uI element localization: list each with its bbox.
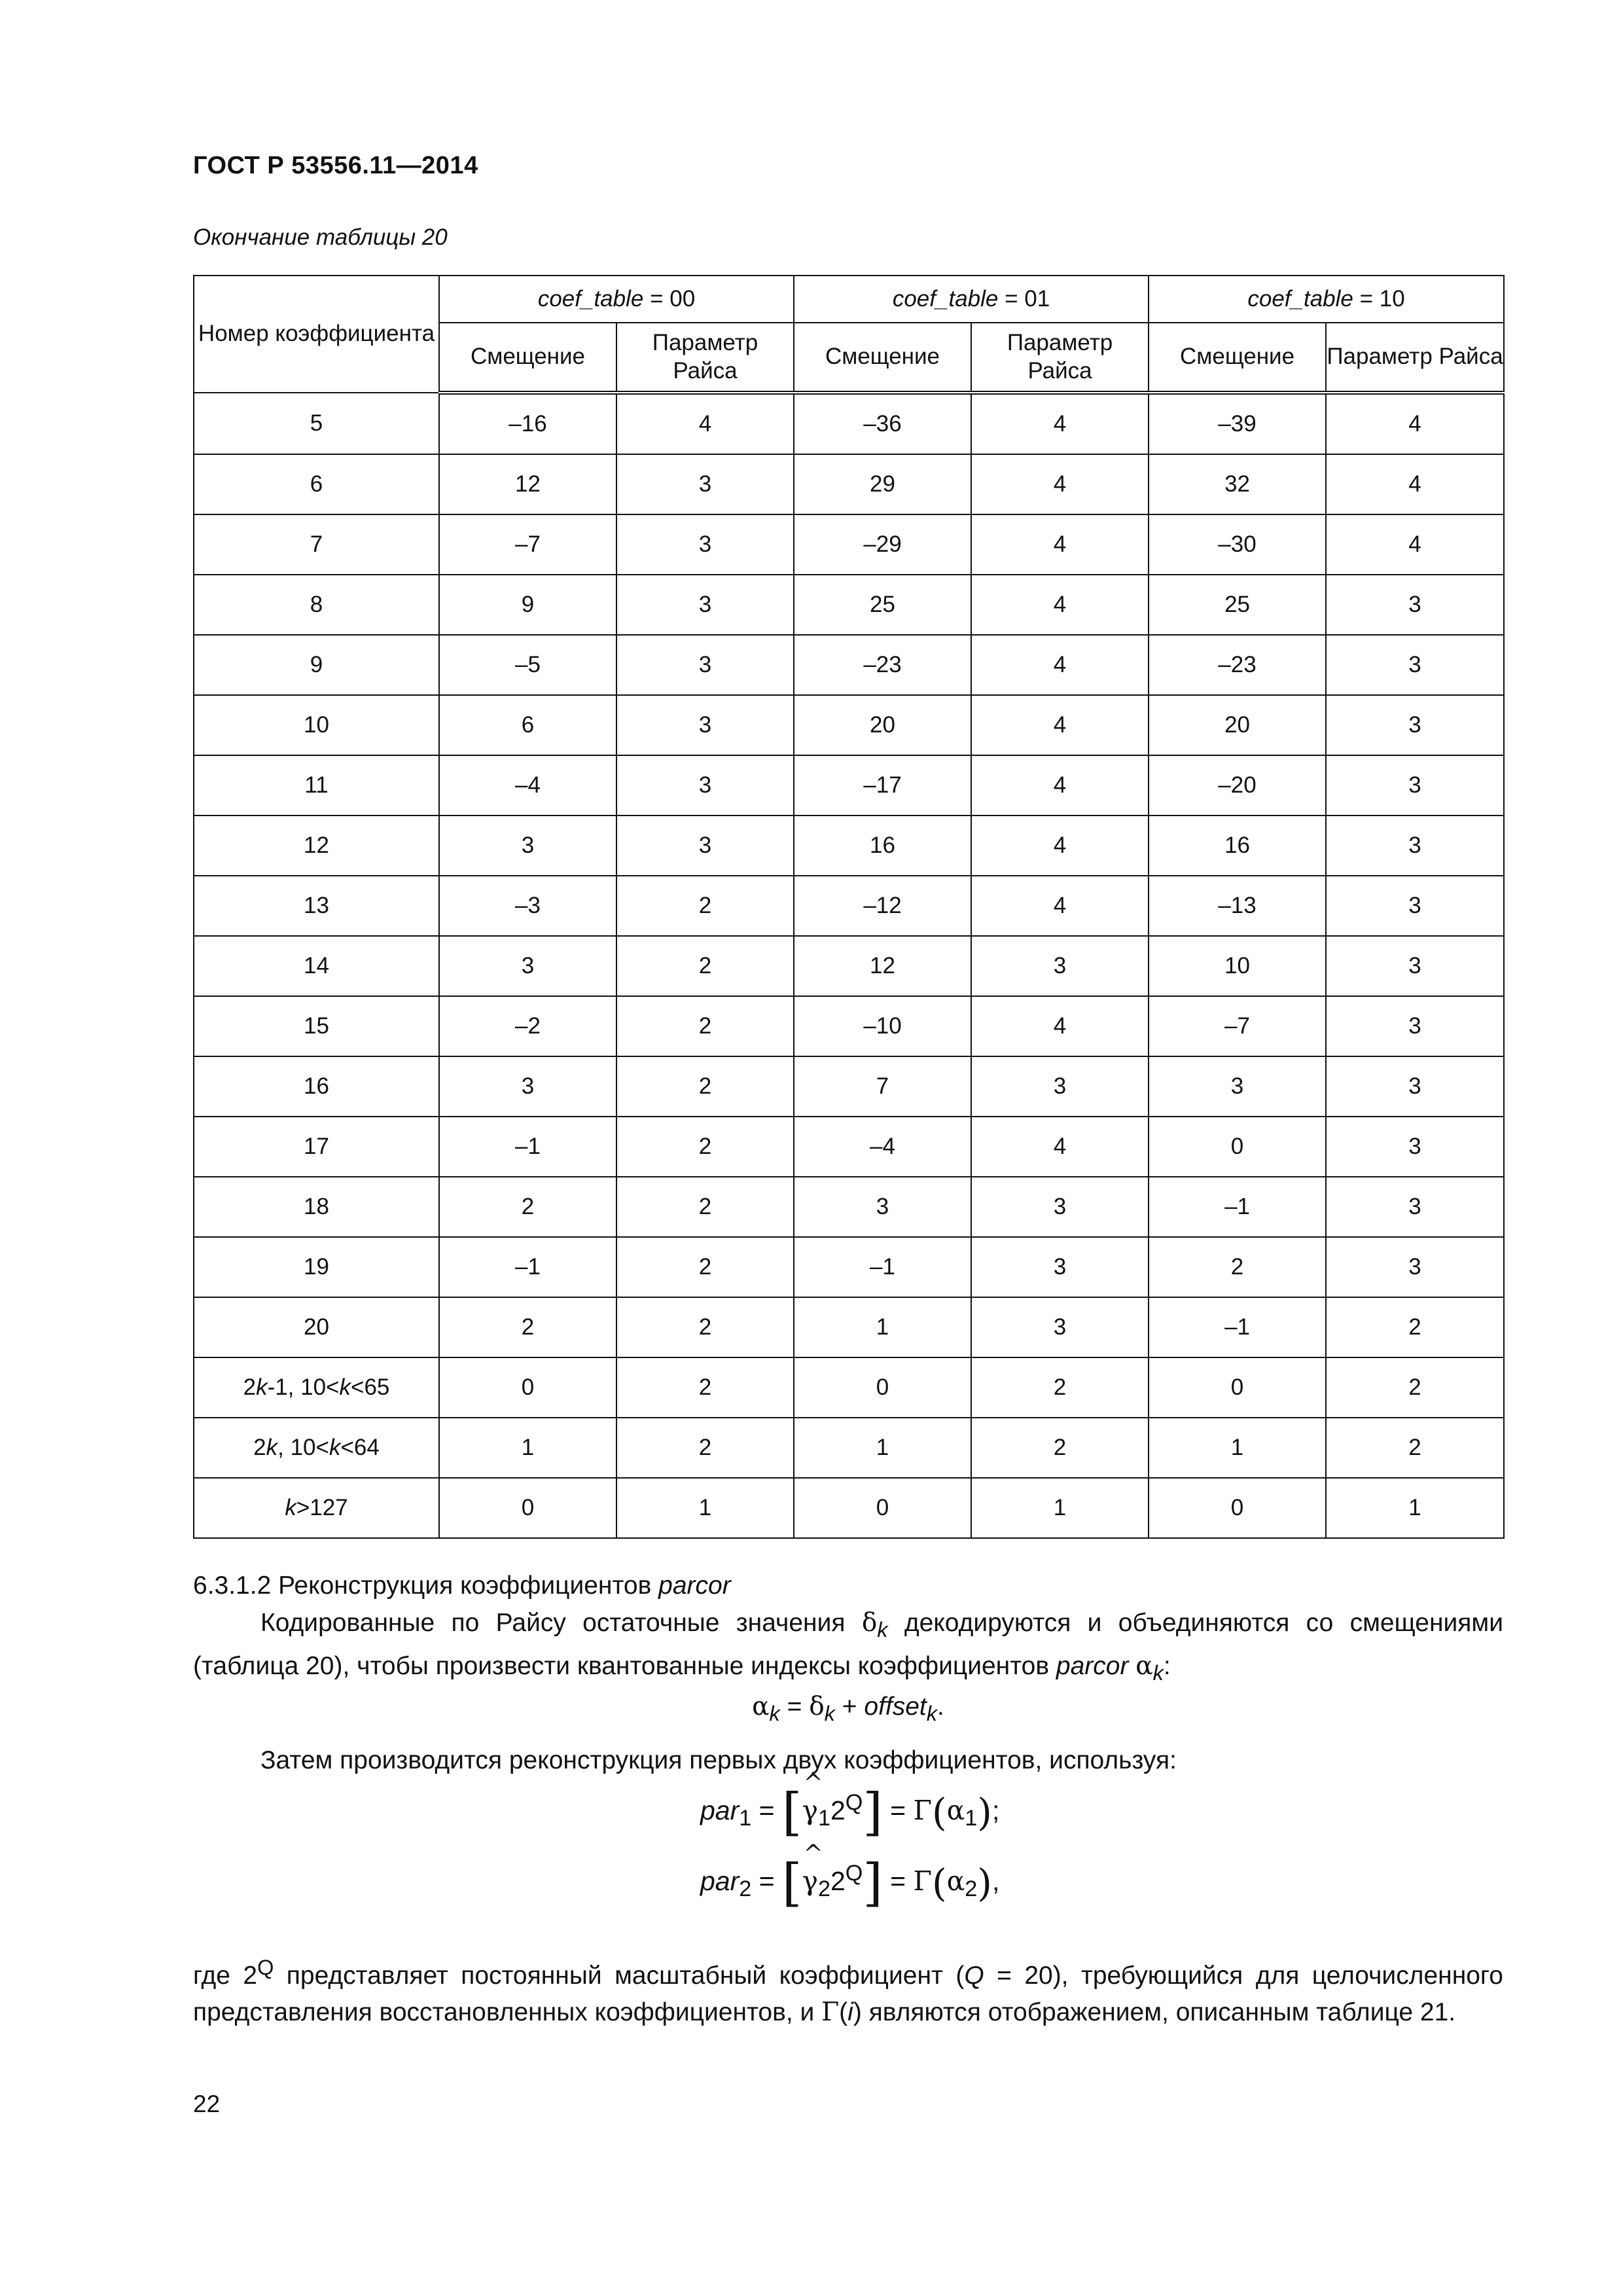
cell-rice-param: 2 [616, 1237, 794, 1297]
subheader-rice-param: Параметр Райса [616, 323, 794, 393]
paragraph-2: Затем производится реконструкция первых двух коэффициентов, используя: [260, 1746, 1177, 1774]
cell-rice-param: 3 [616, 635, 794, 695]
cell-coef-number: 19 [194, 1237, 439, 1297]
cell-rice-param: 2 [1326, 1297, 1504, 1357]
cell-coef-number: 15 [194, 996, 439, 1056]
cell-rice-param: 2 [971, 1418, 1149, 1478]
cell-rice-param: 3 [1326, 816, 1504, 876]
table-row [194, 755, 1504, 816]
cell-rice-param: 4 [971, 996, 1149, 1056]
cell-rice-param: 1 [1326, 1478, 1504, 1538]
subheader-offset: Смещение [439, 323, 616, 393]
subheader-offset: Смещение [1149, 323, 1326, 393]
cell-offset: –12 [794, 876, 971, 936]
cell-offset: 0 [794, 1478, 971, 1538]
cell-offset: 1 [794, 1418, 971, 1478]
cell-rice-param: 4 [971, 695, 1149, 755]
formula-par2: par$_2$ = [ ^ $\gamma_22^Q] = \Gamma(\alpha_2)$, [700, 1840, 1000, 1912]
cell-offset: 0 [1149, 1117, 1326, 1177]
table-row [194, 393, 1504, 454]
cell-offset: 0 [1149, 1357, 1326, 1418]
cell-offset: 3 [439, 936, 616, 996]
cell-offset: 20 [1149, 695, 1326, 755]
cell-offset: 10 [1149, 936, 1326, 996]
cell-offset: –1 [794, 1237, 971, 1297]
cell-coef-number: 10 [194, 695, 439, 755]
cell-rice-param: 2 [1326, 1357, 1504, 1418]
cell-rice-param: 3 [971, 936, 1149, 996]
cell-coef-number: 2k, 10<k<64 [194, 1418, 439, 1478]
cell-offset: –30 [1149, 514, 1326, 575]
cell-offset: 3 [439, 1056, 616, 1117]
cell-rice-param: 4 [1326, 454, 1504, 514]
cell-offset: 2 [1149, 1237, 1326, 1297]
table-row [194, 996, 1504, 1056]
cell-rice-param: 2 [616, 996, 794, 1056]
cell-coef-number: 17 [194, 1117, 439, 1177]
cell-offset: –17 [794, 755, 971, 816]
cell-coef-number: 11 [194, 755, 439, 816]
cell-coef-number: 18 [194, 1177, 439, 1237]
cell-offset: –4 [439, 755, 616, 816]
table-row [194, 635, 1504, 695]
table-row [194, 1357, 1504, 1418]
cell-rice-param: 2 [616, 1117, 794, 1177]
cell-offset: 0 [1149, 1478, 1326, 1538]
cell-offset: 0 [439, 1357, 616, 1418]
cell-offset: –10 [794, 996, 971, 1056]
table-row [194, 695, 1504, 755]
formula-alpha: $\alpha_k = \delta_k$ + offset$_k$. [752, 1692, 944, 1725]
cell-rice-param: 3 [1326, 1237, 1504, 1297]
cell-offset: –4 [794, 1117, 971, 1177]
cell-offset: 32 [1149, 454, 1326, 514]
table-row [194, 1418, 1504, 1478]
cell-rice-param: 1 [971, 1478, 1149, 1538]
document-header: ГОСТ Р 53556.11—2014 [193, 152, 478, 179]
cell-rice-param: 3 [1326, 1177, 1504, 1237]
cell-rice-param: 2 [616, 1056, 794, 1117]
cell-rice-param: 3 [1326, 575, 1504, 635]
cell-rice-param: 3 [616, 514, 794, 575]
cell-offset: –1 [439, 1117, 616, 1177]
table-row [194, 1478, 1504, 1538]
cell-rice-param: 3 [1326, 936, 1504, 996]
table-row [194, 575, 1504, 635]
cell-rice-param: 4 [616, 393, 794, 454]
cell-offset: 9 [439, 575, 616, 635]
section-heading: 6.3.1.2 Реконструкция коэффициентов parcor [193, 1571, 731, 1600]
cell-offset: 7 [794, 1056, 971, 1117]
cell-offset: –7 [439, 514, 616, 575]
table-row [194, 936, 1504, 996]
table-row [194, 454, 1504, 514]
cell-offset: 0 [439, 1478, 616, 1538]
cell-offset: –36 [794, 393, 971, 454]
cell-coef-number: 12 [194, 816, 439, 876]
cell-offset: 1 [1149, 1418, 1326, 1478]
cell-rice-param: 4 [1326, 393, 1504, 454]
cell-rice-param: 2 [971, 1357, 1149, 1418]
cell-coef-number: 7 [194, 514, 439, 575]
cell-offset: 12 [439, 454, 616, 514]
table-row [194, 816, 1504, 876]
cell-rice-param: 2 [616, 1177, 794, 1237]
table-row [194, 1297, 1504, 1357]
cell-offset: –2 [439, 996, 616, 1056]
group-header-00: coef_table = 00 [439, 276, 794, 323]
cell-rice-param: 4 [971, 876, 1149, 936]
cell-offset: 25 [1149, 575, 1326, 635]
table-body [194, 393, 1504, 1538]
col-header-number: Номер коэффициента [194, 276, 439, 393]
cell-offset: 0 [794, 1357, 971, 1418]
cell-rice-param: 3 [616, 695, 794, 755]
cell-offset: 12 [794, 936, 971, 996]
cell-rice-param: 4 [971, 514, 1149, 575]
cell-rice-param: 2 [616, 876, 794, 936]
cell-offset: –1 [1149, 1297, 1326, 1357]
table-caption: Окончание таблицы 20 [193, 224, 448, 250]
cell-rice-param: 4 [971, 635, 1149, 695]
cell-rice-param: 3 [616, 755, 794, 816]
subheader-offset: Смещение [794, 323, 971, 393]
cell-rice-param: 3 [971, 1177, 1149, 1237]
cell-rice-param: 2 [616, 1357, 794, 1418]
cell-offset: 20 [794, 695, 971, 755]
cell-offset: –1 [439, 1237, 616, 1297]
page-number: 22 [193, 2090, 221, 2117]
formula-par1: par$_1$ = [ ^ $\gamma_12^Q] = \Gamma(\alpha_1)$; [700, 1769, 1000, 1842]
cell-rice-param: 1 [616, 1478, 794, 1538]
cell-offset: –23 [794, 635, 971, 695]
cell-offset: –1 [1149, 1177, 1326, 1237]
cell-offset: –16 [439, 393, 616, 454]
table-row [194, 1237, 1504, 1297]
table-row [194, 876, 1504, 936]
table-row [194, 1056, 1504, 1117]
cell-offset: –3 [439, 876, 616, 936]
cell-coef-number: 6 [194, 454, 439, 514]
cell-offset: 6 [439, 695, 616, 755]
table-row [194, 1117, 1504, 1177]
cell-offset: –39 [1149, 393, 1326, 454]
cell-offset: 3 [439, 816, 616, 876]
cell-rice-param: 4 [971, 454, 1149, 514]
paragraph-3: где $2^Q$ представляет постоянный масштабный коэффициент (Q = 20), требующийся для целочисленного представления восстановленных коэффициентов, и Γ(i) являются отображением, описанным таблице 21. [193, 1956, 1503, 2027]
cell-offset: 25 [794, 575, 971, 635]
cell-coef-number: 9 [194, 635, 439, 695]
subheader-rice-param: Параметр Райса [971, 323, 1149, 393]
cell-rice-param: 3 [1326, 996, 1504, 1056]
cell-coef-number: 8 [194, 575, 439, 635]
cell-rice-param: 4 [971, 755, 1149, 816]
cell-offset: –29 [794, 514, 971, 575]
cell-coef-number: 16 [194, 1056, 439, 1117]
cell-rice-param: 3 [1326, 1117, 1504, 1177]
cell-offset: 1 [794, 1297, 971, 1357]
cell-rice-param: 2 [616, 1297, 794, 1357]
cell-offset: 2 [439, 1177, 616, 1237]
cell-rice-param: 3 [616, 816, 794, 876]
cell-offset: –7 [1149, 996, 1326, 1056]
cell-rice-param: 2 [1326, 1418, 1504, 1478]
cell-offset: 16 [1149, 816, 1326, 876]
cell-offset: –5 [439, 635, 616, 695]
cell-offset: 2 [439, 1297, 616, 1357]
cell-offset: 3 [794, 1177, 971, 1237]
subheader-rice-param: Параметр Райса [1326, 323, 1504, 393]
cell-rice-param: 4 [971, 1117, 1149, 1177]
cell-coef-number: 5 [194, 393, 439, 454]
cell-rice-param: 3 [616, 454, 794, 514]
cell-offset: 1 [439, 1418, 616, 1478]
group-header-01: coef_table = 01 [794, 276, 1149, 323]
cell-rice-param: 4 [1326, 514, 1504, 575]
cell-rice-param: 2 [616, 936, 794, 996]
cell-coef-number: 14 [194, 936, 439, 996]
cell-rice-param: 3 [971, 1297, 1149, 1357]
cell-rice-param: 4 [971, 816, 1149, 876]
cell-rice-param: 3 [971, 1237, 1149, 1297]
cell-rice-param: 4 [971, 393, 1149, 454]
cell-rice-param: 3 [971, 1056, 1149, 1117]
cell-rice-param: 3 [1326, 876, 1504, 936]
table-row [194, 1177, 1504, 1237]
cell-offset: 3 [1149, 1056, 1326, 1117]
cell-rice-param: 3 [1326, 695, 1504, 755]
cell-offset: 16 [794, 816, 971, 876]
cell-coef-number: k>127 [194, 1478, 439, 1538]
cell-offset: –23 [1149, 635, 1326, 695]
cell-offset: –20 [1149, 755, 1326, 816]
cell-rice-param: 2 [616, 1418, 794, 1478]
cell-rice-param: 3 [1326, 1056, 1504, 1117]
cell-coef-number: 2k-1, 10<k<65 [194, 1357, 439, 1418]
cell-rice-param: 3 [1326, 635, 1504, 695]
group-header-10: coef_table = 10 [1149, 276, 1504, 323]
cell-rice-param: 3 [616, 575, 794, 635]
table-row [194, 514, 1504, 575]
cell-rice-param: 4 [971, 575, 1149, 635]
paragraph-1: Кодированные по Райсу остаточные значения $\delta_k$ декодируются и объединяются со смещениями (таблица 20), чтобы произвести квантованные индексы коэффициентов parcor $\alpha_k$: [193, 1608, 1504, 1685]
cell-coef-number: 20 [194, 1297, 439, 1357]
cell-rice-param: 3 [1326, 755, 1504, 816]
cell-offset: –13 [1149, 876, 1326, 936]
cell-offset: 29 [794, 454, 971, 514]
coefficient-table [193, 275, 1505, 1539]
cell-coef-number: 13 [194, 876, 439, 936]
